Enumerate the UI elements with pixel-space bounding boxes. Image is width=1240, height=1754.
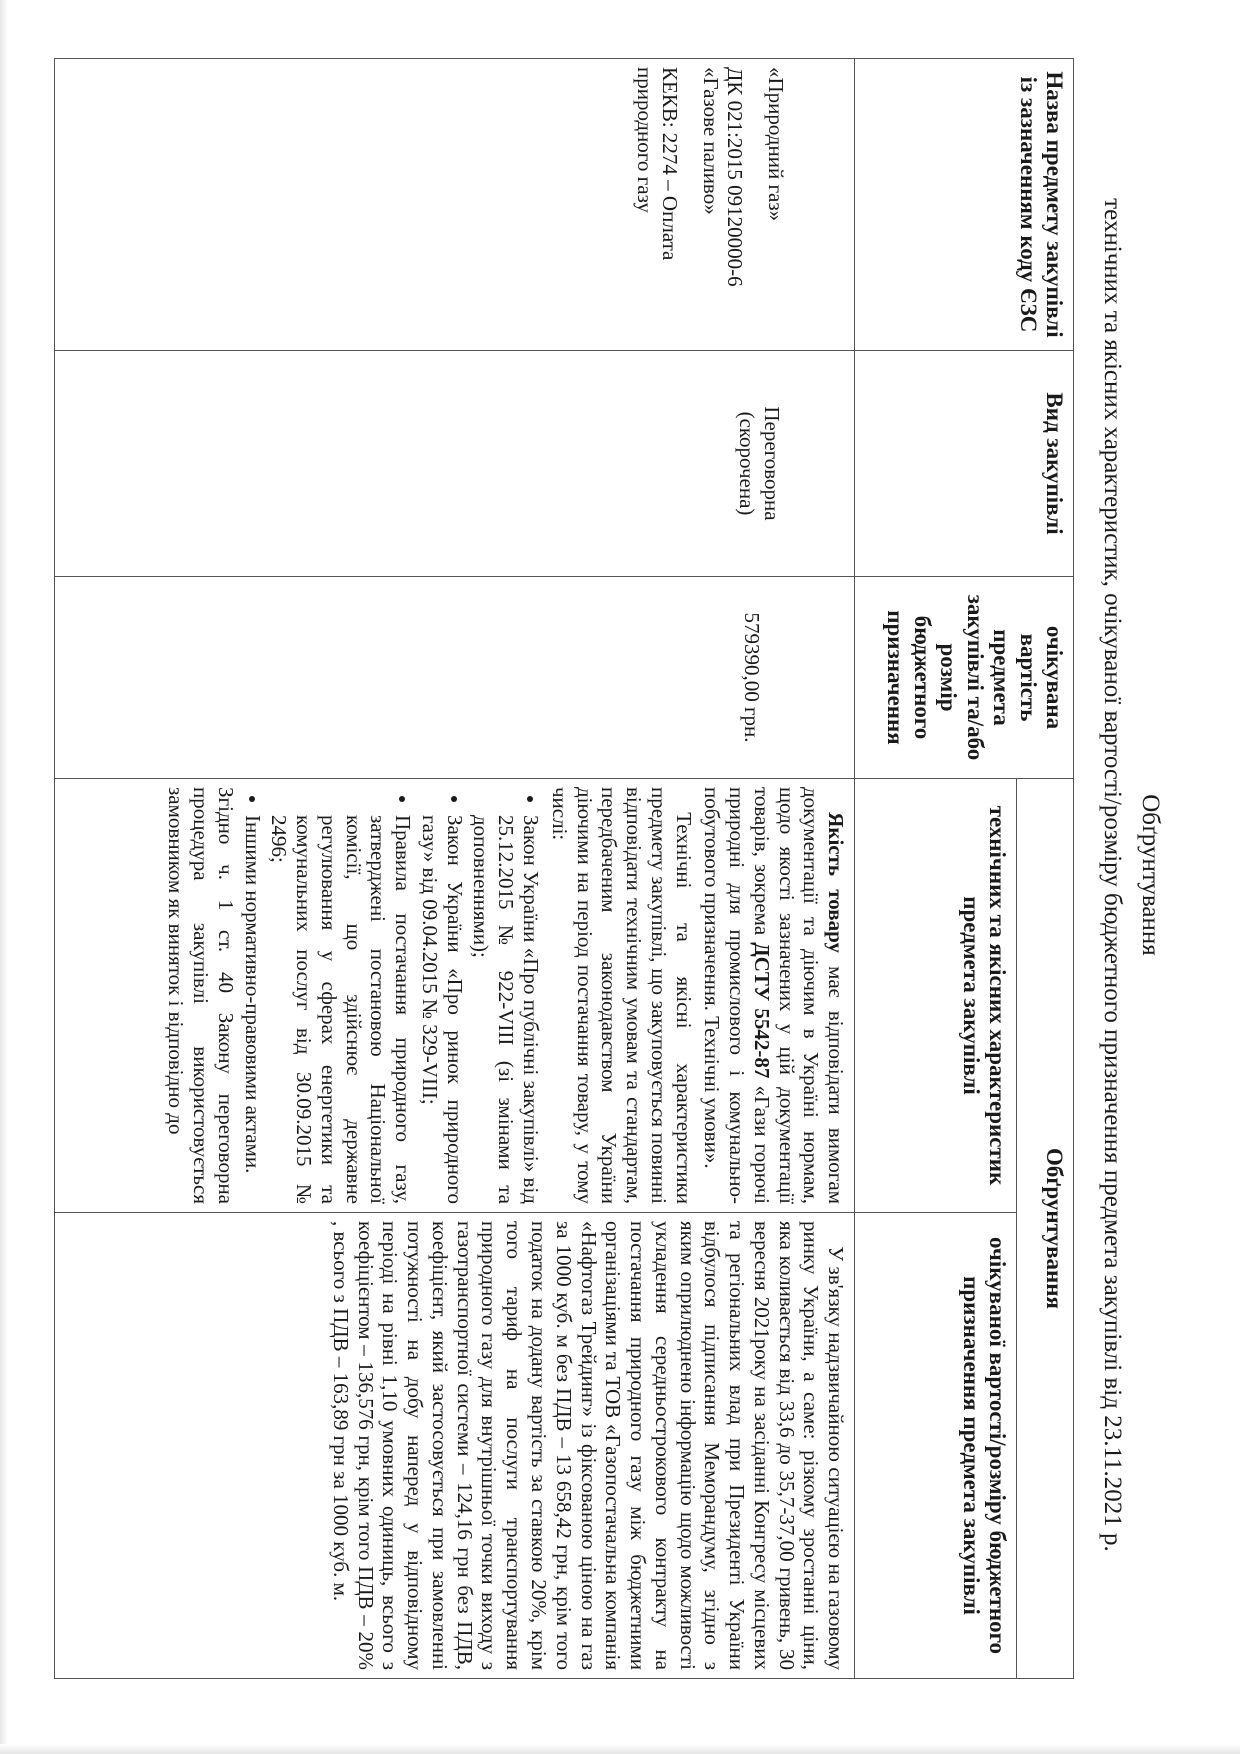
requirements-paragraph: Технічні та якісні характеристики предмету закупівлі, що закуповується повинні відповідати технічним умовам та стандартам, передбаченим законодавством України діючими на період постачання товару, у тому числі: [547, 787, 696, 1204]
column-header-cost: очікувана вартість предмета закупівлі та/або розмір бюджетного призначення [855, 577, 1074, 779]
cell-subject-name [55, 59, 855, 351]
column-header-tech: технічних та якісних характеристик предмета закупівлі [855, 779, 1017, 1213]
rotated-document-page [30, 40, 1170, 1710]
column-header-type: Вид закупівлі [855, 351, 1074, 577]
regulations-list [240, 787, 543, 1204]
scan-edge-shade [0, 0, 8, 1754]
quality-label: Якість товару [824, 812, 849, 953]
subject-name-line: «Природний газ» [764, 67, 789, 222]
dstu-text: «Гази горючі природні для промислового і комунально-побутового призначення. Технічні умови». [700, 787, 774, 1204]
closing-paragraph: Згідно ч. 1 ст. 40 Закону переговорна процедура закупівлі використовується замовником як виняток і відповідно до [164, 787, 238, 1204]
column-group-header: Обґрунтування [1017, 779, 1074, 1679]
column-header-name: Назва предмету закупівлі із зазначенням коду ЄЗС [855, 59, 1074, 351]
subject-kekv-line: КЕКВ: 2274 – Оплата природного газу [633, 67, 682, 261]
quality-text: має відповідати вимогам документації та діючим в Україні нормам, щодо якості зазначених у цій документації товарів, зокрема [749, 787, 849, 1204]
list-item: • Іншими нормативно-правовими актами. [240, 815, 265, 1204]
scan-edge-shade-bottom [0, 1744, 1240, 1754]
document-header [1084, 40, 1170, 1710]
document-subtitle: технічних та якісних характеристик, очікуваної вартості/розміру бюджетного призначення предмета закупівлі від 23.11.2021 р. [1099, 198, 1126, 1552]
subject-code-line: ДК 021:2015 09120000-6 «Газове паливо» [698, 67, 748, 287]
list-item: • Закон України «Про публічні закупівлі» від 25.12.2015 № 922-VІІІ (зі змінами та доповненнями); [469, 815, 543, 1204]
quality-paragraph [700, 787, 849, 1204]
cell-tech-justification [55, 779, 855, 1213]
document-title: Обґрунтування [1137, 794, 1164, 956]
cell-procurement-type: Переговорна (скорочена) [55, 351, 855, 577]
cell-expected-cost: 579390,00 грн. [55, 577, 855, 779]
list-item: • Закон України «Про ринок природного газу» від 09.04.2015 № 329-VIII; [417, 815, 467, 1204]
list-item: • Правила постачання природного газу, затверджені постановою Національної комісії, що здійснює державне регулювання у сферах енергетики та комунальних послуг від 30.09.2015 № 2496; [267, 815, 416, 1204]
table-header-row-1 [1017, 59, 1074, 1679]
cell-budget-justification [55, 1213, 855, 1679]
justification-table [54, 58, 1074, 1679]
column-header-budget: очікуваної вартості/розміру бюджетного призначення предмета закупівлі [855, 1213, 1017, 1679]
table-row [55, 59, 855, 1679]
budget-paragraph: У зв'язку надзвичайною ситуацією на газовому ринку України, а саме: різкому зростанні ціни, яка коливається від 33,6 до 35,7-37,00 гривень, 30 вересня 2021року на засіданні Конгресу місцевих та регіональних влад при Президенті України відбулося підписання Меморандуму, згідно з яким оприлюднено інформацію щодо можливості укладення середньострокового контракту на постачання природного газу між бюджетними організаціями та ТОВ «Газопостачальна компанія «Нафтогаз Трейдинг» із фіксованою ціною на газ за 1000 куб. м без ПДВ – 13 658,42 грн, крім того податок на додану вартість за ставкою 20%, крім того тариф на послуги транспортування природного газу для внутрішньої точки виходу з газотранспортної системи – 124,16 грн без ПДВ, коефіцієнт, який застосовується при замовленні потужності на добу наперед у відповідному періоді на рівні 1,10 умовних одиниць, всього з коефіцієнтом – 136,576 грн, крім того ПДВ – 20% , всього з ПДВ – 163,89 грн за 1000 куб. м. [328, 1221, 849, 1671]
dstu-reference: ДСТУ 5542-87 [749, 942, 774, 1079]
